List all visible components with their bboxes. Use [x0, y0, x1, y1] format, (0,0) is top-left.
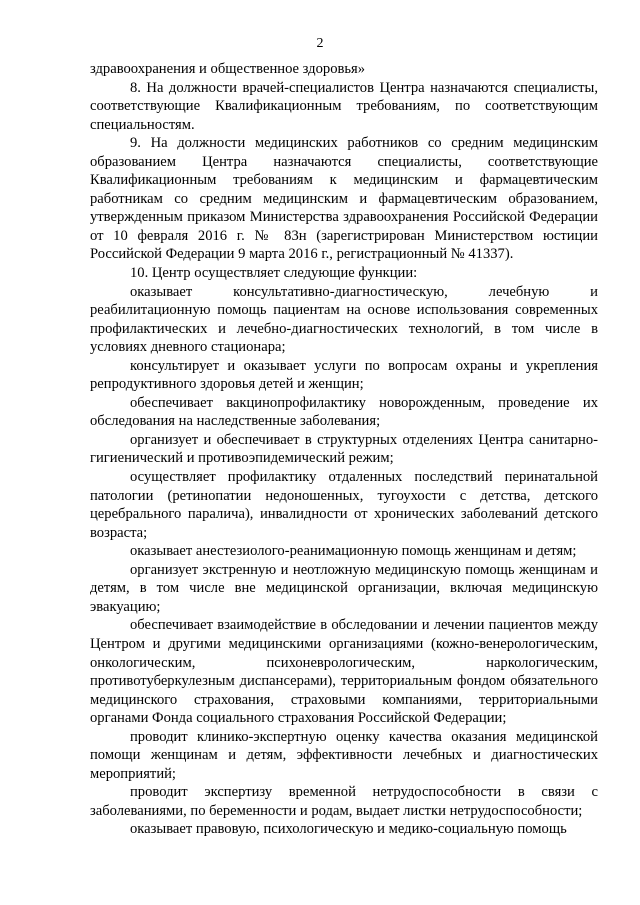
function-item: проводит экспертизу временной нетрудоспособности в связи с заболеваниями, по беременности и родам, выдает листки нетрудоспособности;: [90, 784, 598, 819]
page-number: 2: [316, 36, 324, 51]
paragraph-continuation: здравоохранения и общественное здоровья»: [90, 61, 366, 77]
function-item: обеспечивает вакцинопрофилактику новорожденным, проведение их обследования на наследственные заболевания;: [90, 394, 598, 430]
paragraph-item-8: 8. На должности врачей-специалистов Центра назначаются специалисты, соответствующие Квалификационным требованиям, по соответствующим специальностям.: [90, 79, 598, 133]
paragraph-item-10: 10. Центр осуществляет следующие функции:: [130, 265, 418, 282]
function-item: организует экстренную и неотложную медицинскую помощь женщинам и детям, в том числе вне медицинской организации, включая медицинскую эвакуацию;: [90, 561, 598, 615]
function-item: организует и обеспечивает в структурных отделениях Центра санитарно-гигиенический и противоэпидемический режим;: [90, 431, 598, 467]
document-body: [90, 60, 598, 839]
function-item: оказывает анестезиолого-реанимационную помощь женщинам и детям;: [130, 543, 577, 560]
function-item: оказывает консультативно-диагностическую, лечебную и реабилитационную помощь пациентам на основе использования современных профилактических и лечебно-диагностических технологий, в том числе в условиях дневного стационара;: [90, 283, 598, 356]
function-item: обеспечивает взаимодействие в обследовании и лечении пациентов между Центром и другими медицинскими организациями (кожно-венерологическим, онкологическим, психоневрологическим, наркологическим, противотуберкулезным диспансерами), территориальным фондом обязательного медицинского страхования, страховыми компаниями, территориальными органами Фонда социального страхования Российской Федерации;: [90, 617, 598, 727]
function-item: оказывает правовую, психологическую и медико-социальную помощь: [130, 821, 567, 838]
function-item: осуществляет профилактику отдаленных последствий перинатальной патологии (ретинопатии недоношенных, тугоухости с детства, детского церебрального паралича), инвалидности от хронических заболеваний детского возраста;: [90, 469, 598, 541]
paragraph-item-9: 9. На должности медицинских работников со средним медицинским образованием Центра назначаются специалисты, соответствующие Квалификационным требованиям к медицинским и фармацевтическим работникам со средним медицинским и фармацевтическим образованием, утвержденным приказом Министерства здравоохранения Российской Федерации от 10 февраля 2016 г. № 83н (зарегистрирован Министерством юстиции Российской Федерации 9 марта 2016 г., регистрационный № 41337).: [90, 135, 598, 263]
function-item: консультирует и оказывает услуги по вопросам охраны и укрепления репродуктивного здоровья детей и женщин;: [90, 357, 598, 393]
function-item: проводит клинико-экспертную оценку качества оказания медицинской помощи женщинам и детям, эффективности лечебных и диагностических мероприятий;: [90, 728, 598, 782]
